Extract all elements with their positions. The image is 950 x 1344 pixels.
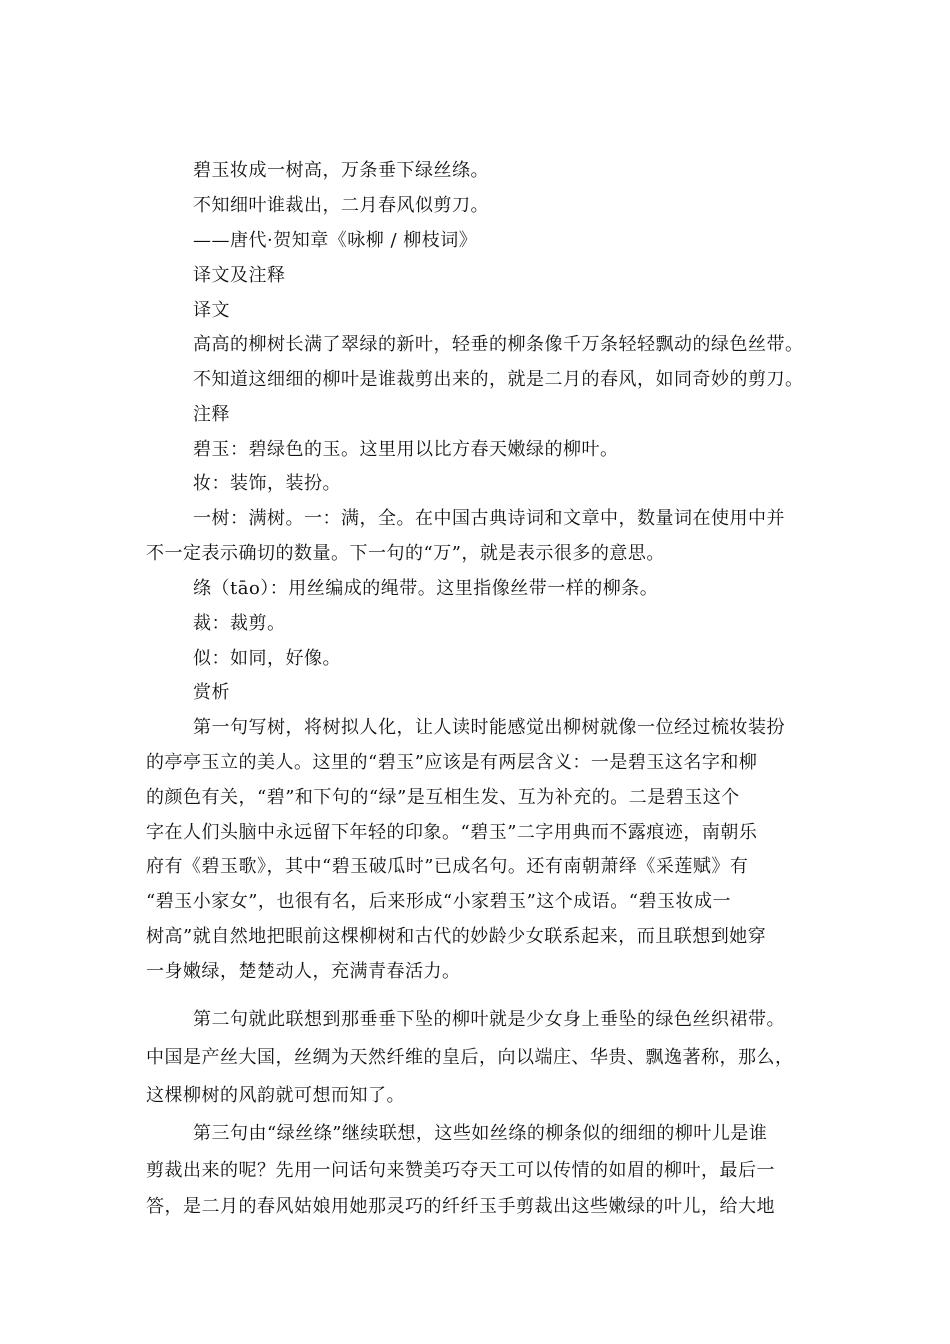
notes-heading: 注释 <box>193 404 230 425</box>
appreciation-p3-line: 剪裁出来的呢？先用一问话句来赞美巧夺天工可以传情的如眉的柳叶，最后一 <box>146 1160 775 1181</box>
appreciation-p1-line: 的亭亭玉立的美人。这里的“碧玉”应该是有两层含义：一是碧玉这名字和柳 <box>146 752 758 773</box>
note-5: 裁：裁剪。 <box>193 613 286 634</box>
translation-line-1: 高高的柳树长满了翠绿的新叶，轻垂的柳条像千万条轻轻飘动的绿色丝带。 <box>193 334 804 355</box>
appreciation-p3-line: 第三句由“绿丝绦”继续联想，这些如丝绦的柳条似的细细的柳叶儿是谁 <box>193 1123 768 1144</box>
note-3-line-1: 一树：满树。一：满，全。在中国古典诗词和文章中，数量词在使用中并 <box>193 508 785 529</box>
poem-attribution: ——唐代·贺知章《咏柳 / 柳枝词》 <box>193 230 478 251</box>
note-6: 似：如同，好像。 <box>193 648 341 669</box>
poem-line-1: 碧玉妆成一树高，万条垂下绿丝绦。 <box>193 160 489 181</box>
appreciation-p2-line: 第二句就此联想到那垂垂下坠的柳叶就是少女身上垂坠的绿色丝织裙带。 <box>193 1009 785 1030</box>
note-3-line-2: 不一定表示确切的数量。下一句的“万”，就是表示很多的意思。 <box>146 543 665 564</box>
note-1: 碧玉：碧绿色的玉。这里用以比方春天嫩绿的柳叶。 <box>193 439 619 460</box>
appreciation-p1-line: 第一句写树，将树拟人化，让人读时能感觉出柳树就像一位经过梳妆装扮 <box>193 717 785 738</box>
translation-notes-heading: 译文及注释 <box>193 265 286 286</box>
appreciation-p1-line: 的颜色有关，“碧”和下句的“绿”是互相生发、互为补充的。二是碧玉这个 <box>146 787 740 808</box>
appreciation-p2-line: 这棵柳树的风韵就可想而知了。 <box>146 1085 405 1106</box>
note-2: 妆：装饰，装扮。 <box>193 473 341 494</box>
poem-line-2: 不知细叶谁裁出，二月春风似剪刀。 <box>193 195 489 216</box>
appreciation-p1-line: 府有《碧玉歌》，其中“碧玉破瓜时”已成名句。还有南朝萧绎《采莲赋》有 <box>146 856 749 877</box>
appreciation-p3-line: 答，是二月的春风姑娘用她那灵巧的纤纤玉手剪裁出这些嫩绿的叶儿，给大地 <box>146 1196 775 1217</box>
appreciation-p1-line: “碧玉小家女”，也很有名，后来形成“小家碧玉”这个成语。“碧玉妆成一 <box>146 891 732 912</box>
appreciation-p1-line: 一身嫩绿，楚楚动人，充满青春活力。 <box>146 961 461 982</box>
note-4: 绦（tāo）：用丝编成的绳带。这里指像丝带一样的柳条。 <box>193 578 659 599</box>
appreciation-p2-line: 中国是产丝大国，丝绸为天然纤维的皇后，向以端庄、华贵、飘逸著称，那么， <box>146 1047 794 1068</box>
appreciation-heading: 赏析 <box>193 682 230 703</box>
appreciation-p1-line: 树高”就自然地把眼前这棵柳树和古代的妙龄少女联系起来，而且联想到她穿 <box>146 926 767 947</box>
translation-heading: 译文 <box>193 300 230 321</box>
appreciation-p1-line: 字在人们头脑中永远留下年轻的印象。“碧玉”二字用典而不露痕迹，南朝乐 <box>146 822 758 843</box>
translation-line-2: 不知道这细细的柳叶是谁裁剪出来的，就是二月的春风，如同奇妙的剪刀。 <box>193 369 804 390</box>
